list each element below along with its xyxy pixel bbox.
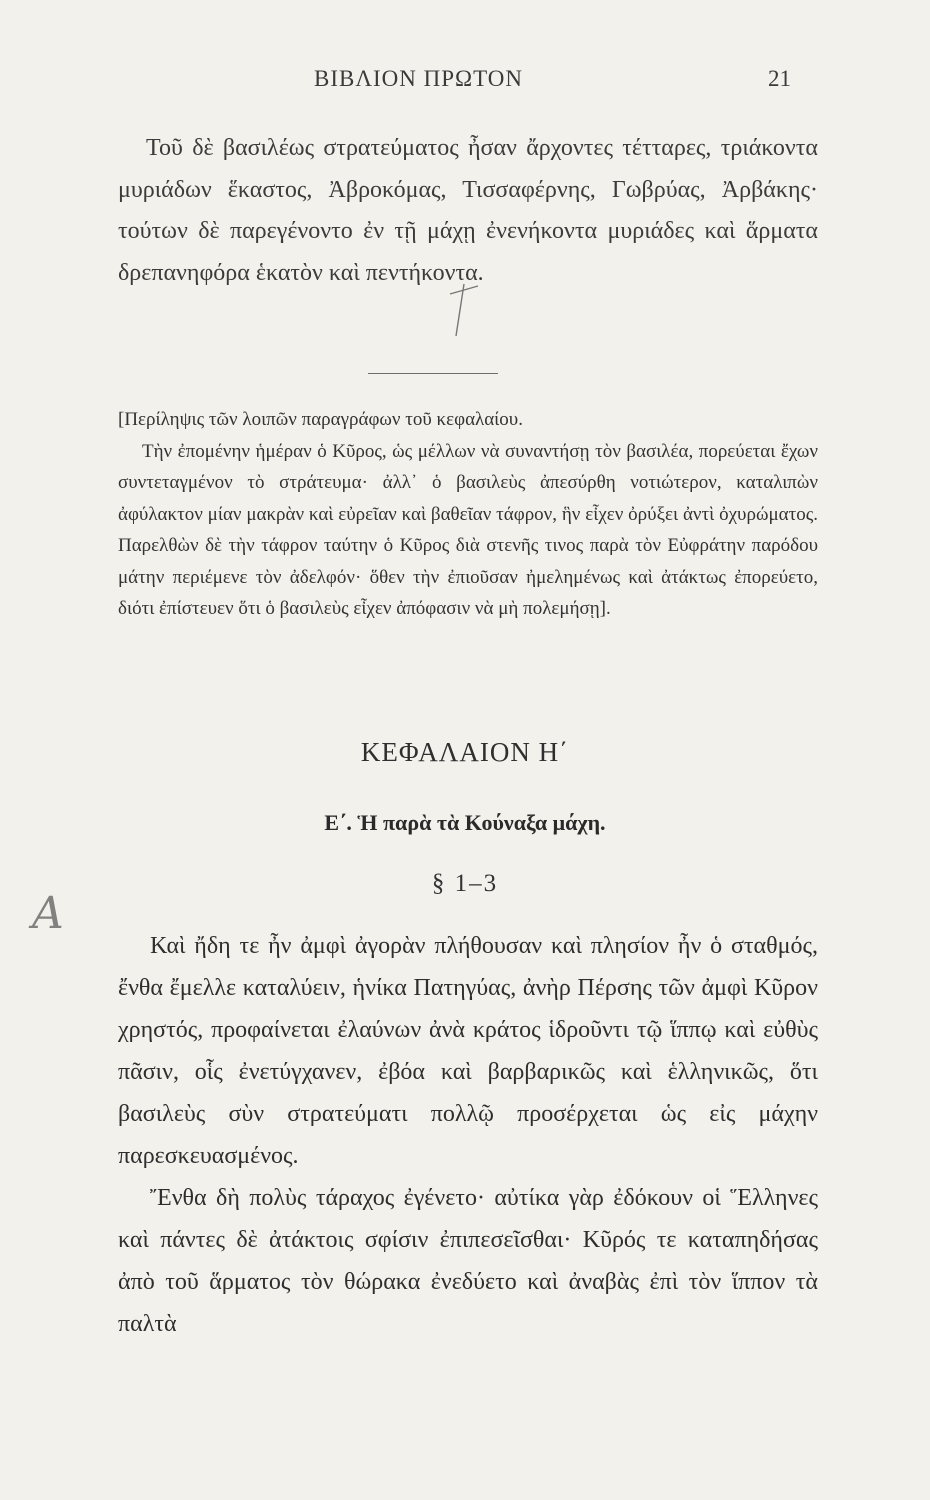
pencil-mark [442, 280, 482, 340]
body-paragraph: Καὶ ἤδη τε ἦν ἀμφὶ ἀγορὰν πλήθουσαν καὶ πλησίον ἦν ὁ σταθμός, ἔνθα ἔμελλε καταλύειν, ἡνίκα Πατηγύας, ἀνὴρ Πέρσης τῶν ἀμφὶ Κῦρον χρηστός, προφαίνεται ἐλαύνων ἀνὰ κράτος ἱδροῦντι τῷ ἵππῳ καὶ εὐθὺς πᾶσιν, οἷς ἐνετύγχανεν, ἐβόα καὶ βαρβαρικῶς καὶ ἑλληνικῶς, ὅτι βασιλεὺς σὺν στρατεύματι πολλῷ προσέρχεται ὡς εἰς μάχην παρεσκευασμένος. [118, 933, 818, 1169]
page-number: 21 [768, 66, 791, 91]
margin-note: A [32, 888, 64, 939]
intro-paragraph: Τοῦ δὲ βασιλέως στρατεύματος ἦσαν ἄρχοντες τέτταρες, τριάκοντα μυριάδων ἕκαστος, Ἀβροκόμας, Τισσαφέρνης, Γωβρύας, Ἀρβάκης· τούτων δὲ παρεγένοντο ἐν τῇ μάχῃ ἐνενήκοντα μυριάδες καὶ ἅρματα δρεπανηφόρα ἑκατὸν καὶ πεντήκοντα. [118, 135, 818, 286]
running-title: ΒΙΒΛΙΟΝ ΠΡΩΤΟΝ [314, 66, 523, 91]
chapter-heading: ΚΕΦΑΛΑΙΟΝ Η΄ [360, 737, 570, 767]
separator-rule [368, 373, 498, 374]
summary-text: Τὴν ἐπομένην ἡμέραν ὁ Κῦρος, ὡς μέλλων νὰ συναντήσῃ τὸν βασιλέα, πορεύεται ἔχων συντεταγμένον τὸ στράτευμα· ἀλλ᾽ ὁ βασιλεὺς ἀπεσύρθη νοτιώτερον, καταλιπὼν ἀφύλακτον μίαν μακρὰν καὶ εὐρεῖαν καὶ βαθεῖαν τάφρον, ἣν εἶχεν ὀρύξει ἀντὶ ὀχυρώματος. Παρελθὼν δὲ τὴν τάφρον ταύτην ὁ Κῦρος διὰ στενῆς τινος παρὰ τὸν Εὐφράτην παρόδου μάτην περιέμενε τὸν ἀδελφόν· ὅθεν τὴν ἐπιοῦσαν ἠμελημένως καὶ ἀτάκτως ἐπορεύετο, διότι ἐπίστευεν ὅτι ὁ βασιλεὺς εἶχεν ἀπόφασιν νὰ μὴ πολεμήσῃ]. [118, 440, 818, 619]
section-mark: § 1–3 [431, 870, 499, 897]
chapter-summary [118, 404, 818, 625]
section-heading: Ε΄. Ἡ παρὰ τὰ Κούναξα μάχη. [324, 810, 606, 835]
running-header [0, 66, 930, 106]
summary-title: [Περίληψις τῶν λοιπῶν παραγράφων τοῦ κεφαλαίου. [118, 409, 523, 430]
body-text [118, 925, 818, 1345]
body-paragraph: Ἔνθα δὴ πολὺς τάραχος ἐγένετο· αὐτίκα γὰρ ἐδόκουν οἱ Ἕλληνες καὶ πάντες δὲ ἀτάκτοις σφίσιν ἐπιπεσεῖσθαι· Κῦρός τε καταπηδήσας ἀπὸ τοῦ ἅρματος τὸν θώρακα ἐνεδύετο καὶ ἀναβὰς ἐπὶ τὸν ἵππον τὰ παλτὰ [118, 1185, 818, 1337]
